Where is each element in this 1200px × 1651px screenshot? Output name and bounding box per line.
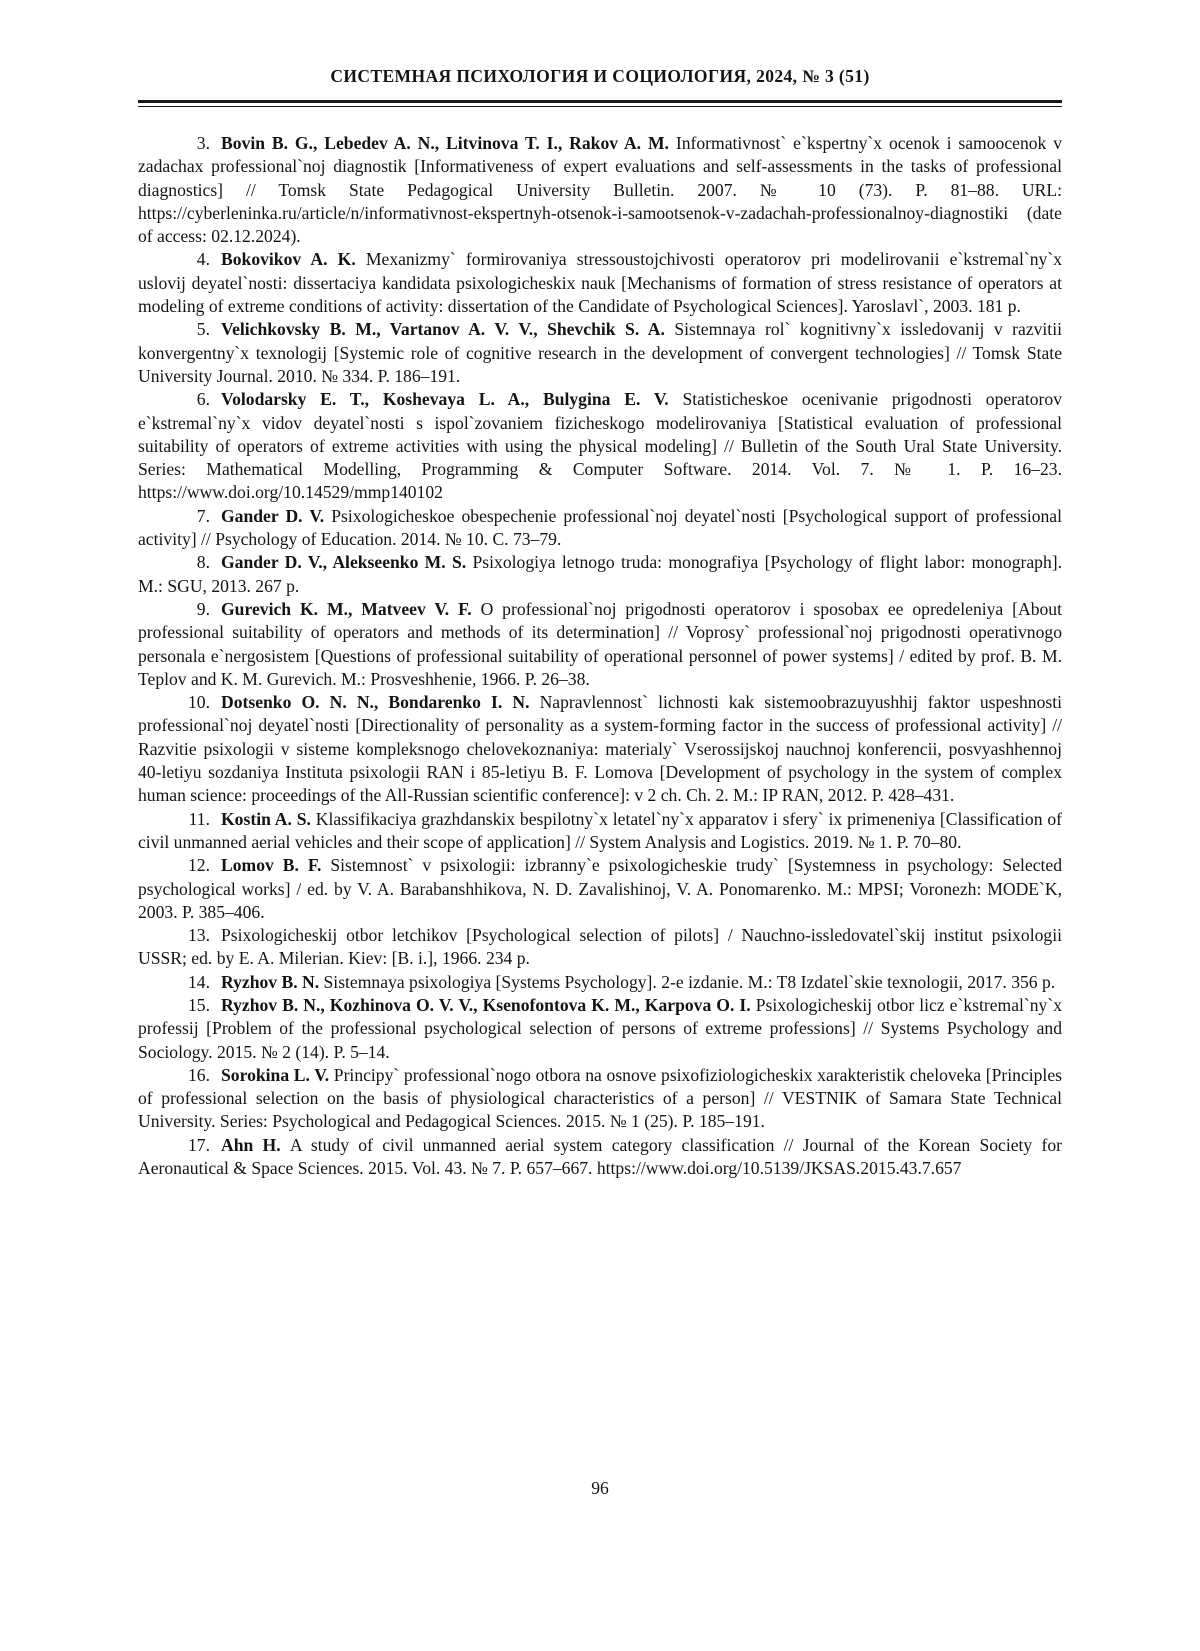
reference-entry [138,248,1062,318]
reference-entry [138,388,1062,504]
reference-authors: Ryzhov B. N. [221,971,324,992]
reference-number: 11. [188,808,210,829]
reference-authors: Gander D. V., Alekseenko M. S. [221,552,473,573]
reference-entry [138,854,1062,924]
reference-authors: Gander D. V. [221,505,332,526]
reference-text: Principy` professional`nogo otbora na osnove psixofiziologicheskix xarakteristik cheloveka [Principles of professional selection on the basis of physiological characteristics of a person] // VESTNIK of Samara State Technical University. Series: Psychological and Pedagogical Sciences. 2015. № 1 (25). P. 185–191. [138,1064,1062,1132]
reference-authors: Gurevich K. M., Matveev V. F. [221,598,481,619]
reference-entry [138,808,1062,855]
reference-authors: Volodarsky E. T., Koshevaya L. A., Bulygina E. V. [221,389,683,410]
reference-text: Psixologicheskoe obespechenie professional`noj deyatel`nosti [Psychological support of professional activity] // Psychology of Education. 2014. № 10. C. 73–79. [138,505,1062,550]
reference-text: Sistemnost` v psixologii: izbranny`e psixologicheskie trudy` [Systemness in psychology: Selected psychological works] / ed. by V. A. Barabanshhikova, N. D. Zavalishinoj, V. A. Ponomarenko. M.: MPSI; Voronezh: MODE`K, 2003. P. 385–406. [138,855,1063,922]
reference-entry [138,1134,1062,1181]
reference-authors: Bovin B. G., Lebedev A. N., Litvinova T. I., Rakov A. M. [221,133,676,153]
reference-text: Psixologicheskij otbor licz e`kstremal`ny`x professij [Problem of the professional psychological selection of persons of extreme professions] // Systems Psychology and Sociology. 2015. № 2 (14). P. 5–14. [138,994,1063,1062]
reference-text: Sistemnaya psixologiya [Systems Psychology]. 2-e izdanie. M.: T8 Izdatel`skie texnologii, 2017. 356 p. [323,971,1056,992]
reference-entry [138,994,1062,1064]
reference-entry [138,1064,1062,1134]
reference-text: Statisticheskoe ocenivanie prigodnosti operatorov e`kstremal`ny`x vidov deyatel`nosti s ispol`zovaniem fizicheskogo modelirovaniya [Statistical evaluation of professional suitability of operators of extreme activities with using the physical modeling] // Bulletin of the South Ural State University. Series: Mathematical Modelling, Programming & Computer Software. 2014. Vol. 7. № 1. P. 16–23. https://www.doi.org/10.14529/mmp140102 [138,389,1062,503]
reference-number: 7. [196,505,210,526]
reference-authors: Ryzhov B. N., Kozhinova O. V. V., Ksenofontova K. M., Karpova O. I. [221,994,756,1015]
reference-text: Napravlennost` lichnosti kak sistemoobrazuyushhij faktor uspeshnosti professional`noj deyatel`nosti [Directionality of personality as a system-forming factor in the success of professional activity] // Razvitie psixologii v sisteme kompleksnogo chelovekoznaniya: materialy` Vserossijskoj nauchnoj konferencii, posvyashhennoj 40-letiyu sozdaniya Instituta psixologii RAN i 85-letiyu B. F. Lomova [Development of psychology in the system of complex human science: proceedings of the All-Russian scientific conference]: v 2 ch. Ch. 2. M.: IP RAN, 2012. P. 428–431. [138,692,1062,806]
reference-number: 13. [188,925,210,946]
reference-number: 6. [196,389,210,410]
reference-list [138,132,1062,1180]
reference-text: Sistemnaya rol` kognitivny`x issledovanij v razvitii konvergentny`x texnologij [Systemic role of cognitive research in the development of convergent technologies] // Tomsk State University Journal. 2010. № 334. P. 186–191. [138,319,1062,386]
reference-text: Psixologicheskij otbor letchikov [Psychological selection of pilots] / Nauchno-issledovatel`skij institut psixologii USSR; ed. by E. A. Milerian. Kiev: [B. i.], 1966. 234 p. [138,925,1062,969]
reference-entry [138,505,1062,552]
reference-entry [138,132,1062,248]
reference-number: 5. [196,319,210,340]
reference-text: Informativnost` e`kspertny`x ocenok i samoocenok v zadachax professional`noj diagnostik [Informativeness of expert evaluations and self-assessments in the tasks of professional diagnostics] // Tomsk State Pedagogical University Bulletin. 2007. № 10 (73). P. 81–88. URL: https://cyberleninka.ru/article/n/informativnost-ekspertnyh-otsenok-i-samootsenok-v-zadachah-professionalnoy-diagnostiki (date of access: 02.12.2024). [138,133,1063,247]
reference-entry [138,924,1062,971]
reference-authors: Sorokina L. V. [221,1064,334,1085]
reference-authors: Velichkovsky B. M., Vartanov A. V. V., Shevchik S. A. [221,319,675,340]
reference-text: Klassifikaciya grazhdanskix bespilotny`x letatel`ny`x apparatov i sfery` ix primeneniya [Classification of civil unmanned aerial vehicles and their scope of application] // System Analysis and Logistics. 2019. № 1. P. 70–80. [138,808,1063,852]
reference-text: Psixologiya letnogo truda: monografiya [Psychology of flight labor: monograph]. M.: SGU, 2013. 267 p. [138,552,1063,596]
reference-number: 10. [188,692,210,713]
reference-authors: Lomov B. F. [221,855,331,876]
journal-header-title: СИСТЕМНАЯ ПСИХОЛОГИЯ И СОЦИОЛОГИЯ, 2024, № 3 (51) [330,66,870,86]
reference-authors: Ahn H. [221,1134,290,1155]
reference-entry [138,971,1062,994]
reference-authors: Dotsenko O. N. N., Bondarenko I. N. [221,692,540,713]
page-number: 96 [591,1478,609,1498]
reference-number: 8. [196,552,210,573]
reference-number: 9. [196,598,210,619]
reference-number: 14. [188,971,210,992]
reference-entry [138,598,1062,691]
reference-number: 17. [188,1134,210,1155]
reference-number: 4. [196,249,210,270]
reference-text: Mexanizmy` formirovaniya stressoustojchivosti operatorov pri modelirovanii e`kstremal`ny`x uslovij deyatel`nosti: dissertaciya kandidata psixologicheskix nauk [Mechanisms of formation of stress resistance of operators at modeling of extreme conditions of activity: dissertation of the Candidate of Psychological Sciences]. Yaroslavl`, 2003. 181 p. [138,249,1062,317]
reference-authors: Kostin A. S. [221,808,316,829]
reference-number: 15. [188,994,210,1015]
reference-text: A study of civil unmanned aerial system category classification // Journal of the Korean Society for Aeronautical & Space Sciences. 2015. Vol. 43. № 7. P. 657–667. https://www.doi.org/10.5139/JKSAS.2015.43.7.657 [138,1134,1063,1179]
reference-number: 16. [188,1064,210,1085]
reference-authors: Bokovikov A. K. [221,249,366,270]
reference-entry [138,318,1062,388]
reference-text: O professional`noj prigodnosti operatorov i sposobax ee opredeleniya [About professional suitability of operators and methods of its determination] // Voprosy` professional`noj prigodnosti operativnogo personala e`nergosistem [Questions of professional suitability of operational personnel of power systems] / edited by prof. B. M. Teplov and K. M. Gurevich. M.: Prosveshhenie, 1966. P. 26–38. [138,598,1062,689]
reference-entry [138,551,1062,598]
reference-entry [138,691,1062,807]
header-double-rule [138,100,1062,107]
reference-number: 3. [196,133,210,153]
reference-number: 12. [188,855,210,876]
